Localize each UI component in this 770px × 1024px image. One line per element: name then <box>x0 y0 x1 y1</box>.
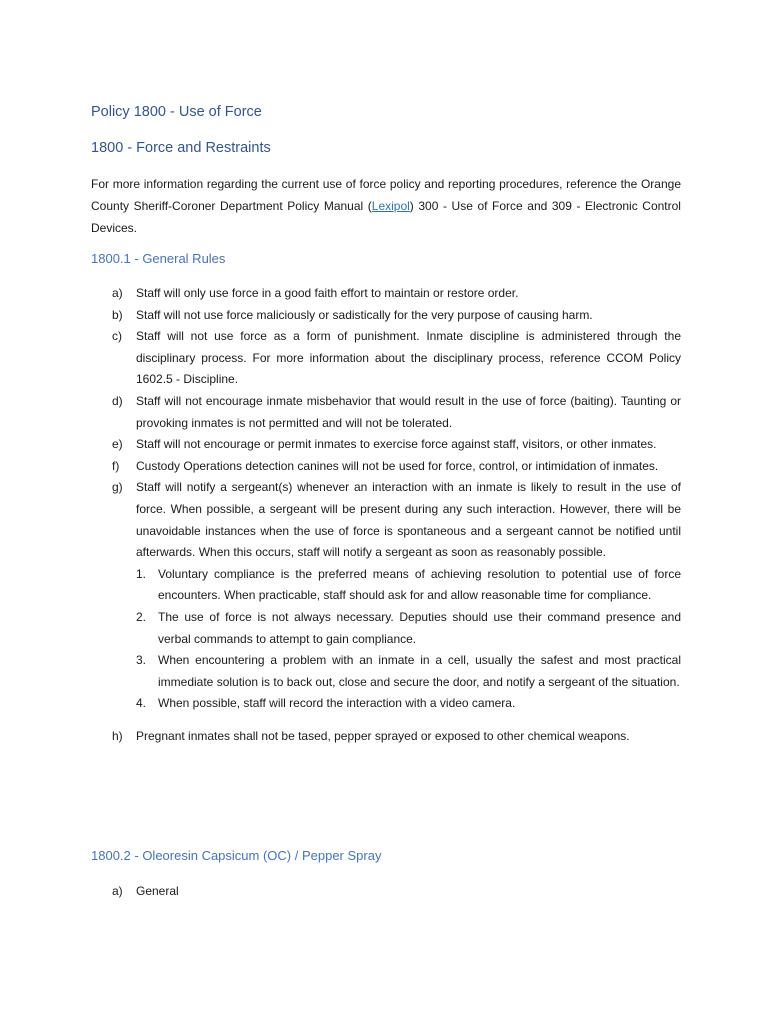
oc-spray-heading: 1800.2 - Oleoresin Capsicum (OC) / Pepper Spray <box>91 848 382 863</box>
sub-list-item-text: Voluntary compliance is the preferred means of achieving resolution to potential use of force encounters. When practicable, staff should ask for and allow reasonable time for compliance. <box>158 566 681 603</box>
list-marker: c) <box>112 329 122 344</box>
list-marker: d) <box>112 393 123 408</box>
sub-list-item <box>0 564 681 607</box>
list-item <box>0 726 681 748</box>
lexipol-link[interactable]: Lexipol <box>371 199 410 213</box>
sub-list-marker: 4. <box>136 696 147 711</box>
sub-list-item <box>0 650 681 693</box>
intro-text-before: For more information regarding the current use of force policy and reporting procedures, reference the Orange County Sheriff-Coroner Department Policy Manual ( <box>91 177 681 213</box>
page-title: Policy 1800 - Use of Force <box>91 104 262 120</box>
list-marker: e) <box>112 437 123 452</box>
list-marker: h) <box>112 728 123 743</box>
list-item <box>0 456 681 478</box>
list-item <box>0 391 681 434</box>
list-item-text: Pregnant inmates shall not be tased, pepper sprayed or exposed to other chemical weapons. <box>136 728 630 743</box>
intro-paragraph <box>91 173 681 239</box>
sub-list-item <box>0 607 681 650</box>
sub-list-item <box>0 693 681 715</box>
list-marker: f) <box>112 458 120 473</box>
list-item <box>0 434 681 456</box>
section-title: 1800 - Force and Restraints <box>91 140 271 156</box>
sub-list-item-text: The use of force is not always necessary. Deputies should use their command presence and verbal commands to attempt to gain compliance. <box>158 609 681 646</box>
general-rules-heading: 1800.1 - General Rules <box>91 251 226 266</box>
spacer <box>0 715 770 726</box>
list-marker: b) <box>112 307 123 322</box>
general-rules-list <box>0 283 770 747</box>
intro-text-after: ) 300 - Use of Force and 309 - Electronic Control Devices. <box>91 199 681 235</box>
list-item-text: Staff will not encourage inmate misbehavior that would result in the use of force (baiting). Taunting or provoking inmates is not permitted and will not be tolerated. <box>136 393 681 430</box>
list-item-text: Staff will not use force as a form of punishment. Inmate discipline is administered through the disciplinary process. For more information about the disciplinary process, reference CCOM Policy 1602.5 - Discipline. <box>136 329 681 387</box>
list-marker: a) <box>112 884 123 898</box>
list-marker: g) <box>112 480 123 495</box>
sub-list-marker: 3. <box>136 653 147 668</box>
list-item <box>0 477 681 563</box>
list-item <box>0 326 681 391</box>
list-item-text: Custody Operations detection canines will not be used for force, control, or intimidation of inmates. <box>136 458 659 473</box>
list-item-text: General <box>136 884 179 898</box>
list-marker: a) <box>112 286 123 300</box>
list-item <box>0 881 681 903</box>
sub-list-marker: 2. <box>136 609 147 624</box>
list-item-text: Staff will not encourage or permit inmates to exercise force against staff, visitors, or other inmates. <box>136 437 657 452</box>
oc-spray-list <box>0 881 770 903</box>
sub-list-item-text: When possible, staff will record the interaction with a video camera. <box>158 696 516 711</box>
list-item <box>0 283 681 305</box>
list-item <box>0 305 681 327</box>
sub-list-marker: 1. <box>136 566 147 581</box>
list-item-text: Staff will notify a sergeant(s) whenever an interaction with an inmate is likely to result in the use of force. When possible, a sergeant will be present during any such interaction. However, there will be unavoidable instances when the use of force is spontaneous and a sergeant cannot be notified until afterwards. When this occurs, staff will notify a sergeant as soon as reasonably possible. <box>136 480 681 560</box>
list-item-text: Staff will not use force maliciously or sadistically for the very purpose of causing harm. <box>136 307 593 322</box>
list-item-text: Staff will only use force in a good faith effort to maintain or restore order. <box>136 286 519 300</box>
sub-list-item-text: When encountering a problem with an inmate in a cell, usually the safest and most practical immediate solution is to back out, close and secure the door, and notify a sergeant of the situation. <box>158 653 681 689</box>
